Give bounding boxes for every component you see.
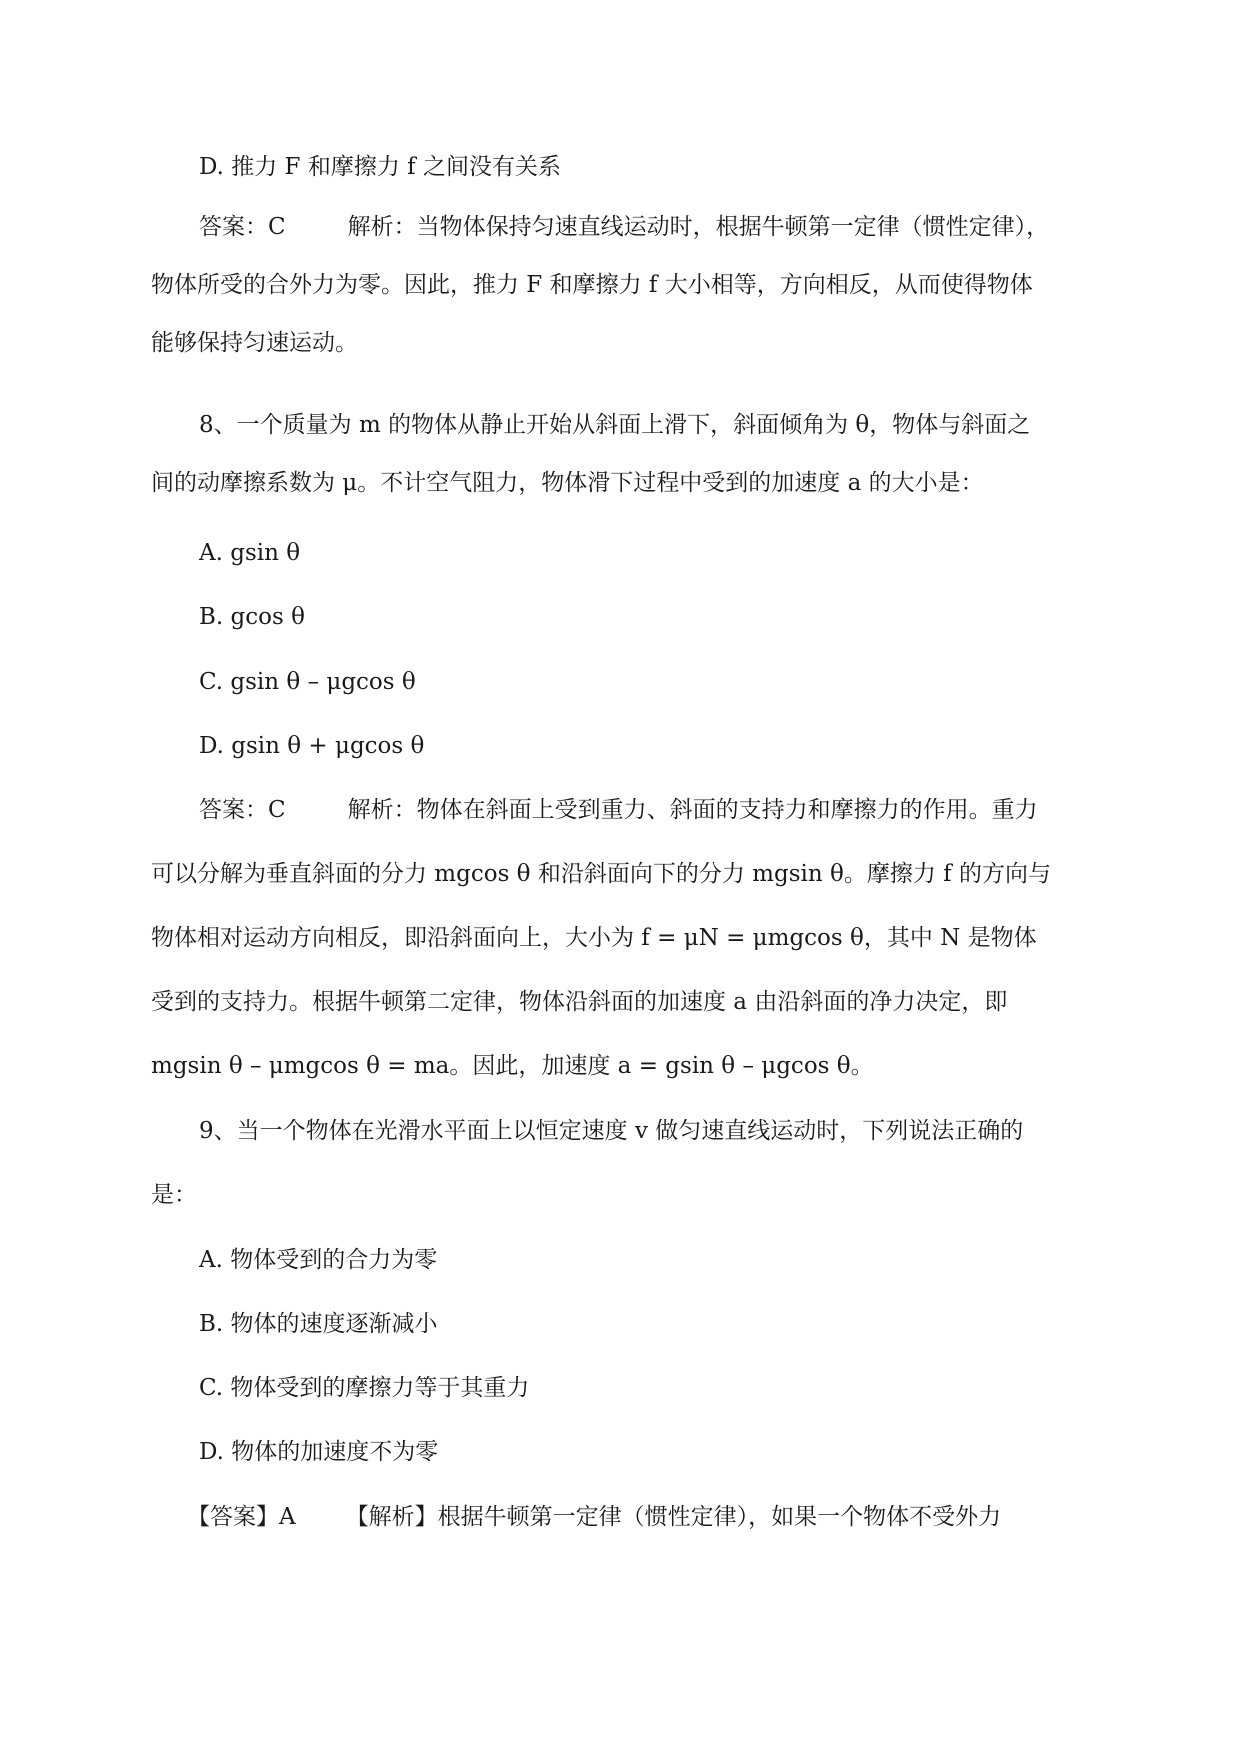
q8-question-line-2: 间的动摩擦系数为 μ。不计空气阻力，物体滑下过程中受到的加速度 a 的大小是： <box>151 470 984 496</box>
q9-analysis-label: 【解析】根据牛顿第一定律（惯性定律），如果一个物体不受外力 <box>345 1504 1002 1530</box>
q9-option-a: A. 物体受到的合力为零 <box>199 1247 438 1273</box>
q9-question-line-2: 是： <box>151 1182 197 1208</box>
q8-option-d: D. gsin θ + μgcos θ <box>199 733 425 759</box>
q8-analysis-line-1: 解析：物体在斜面上受到重力、斜面的支持力和摩擦力的作用。重力 <box>347 797 1038 823</box>
q9-answer-label: 【答案】A <box>187 1504 296 1530</box>
q8-question-line-1: 8、一个质量为 m 的物体从静止开始从斜面上滑下，斜面倾角为 θ，物体与斜面之 <box>199 412 1031 438</box>
q8-analysis-line-3: 物体相对运动方向相反，即沿斜面向上，大小为 f = μN = μmgcos θ，其中 N 是物体 <box>151 925 1037 951</box>
q9-option-c: C. 物体受到的摩擦力等于其重力 <box>199 1375 530 1401</box>
q7-option-d: D. 推力 F 和摩擦力 f 之间没有关系 <box>199 154 561 180</box>
q8-answer-line <box>199 796 1038 824</box>
q8-option-c: C. gsin θ – μgcos θ <box>199 669 416 695</box>
q7-analysis-line-2: 物体所受的合外力为零。因此，推力 F 和摩擦力 f 大小相等，方向相反，从而使得物体 <box>151 272 1033 298</box>
q8-option-a: A. gsin θ <box>199 540 301 566</box>
q9-option-b: B. 物体的速度逐渐减小 <box>199 1311 438 1337</box>
q8-analysis-line-5: mgsin θ – μmgcos θ = ma。因此，加速度 a = gsin θ – μgcos θ。 <box>151 1053 874 1079</box>
q8-option-b: B. gcos θ <box>199 604 305 630</box>
q7-answer-label: 答案：C <box>199 214 286 240</box>
q7-analysis-line-1: 解析：当物体保持匀速直线运动时，根据牛顿第一定律（惯性定律）， <box>347 214 1050 240</box>
q9-answer-line <box>187 1503 1001 1531</box>
q7-answer-line <box>199 213 1049 241</box>
q8-analysis-line-2: 可以分解为垂直斜面的分力 mgcos θ 和沿斜面向下的分力 mgsin θ。摩擦力 f 的方向与 <box>151 861 1051 887</box>
q8-analysis-line-4: 受到的支持力。根据牛顿第二定律，物体沿斜面的加速度 a 由沿斜面的净力决定，即 <box>151 989 1008 1015</box>
q9-option-d: D. 物体的加速度不为零 <box>199 1439 439 1465</box>
q8-answer-label: 答案：C <box>199 797 286 823</box>
q9-question-line-1: 9、当一个物体在光滑水平面上以恒定速度 v 做匀速直线运动时，下列说法正确的 <box>199 1118 1024 1144</box>
q7-analysis-line-3: 能够保持匀速运动。 <box>151 330 358 356</box>
